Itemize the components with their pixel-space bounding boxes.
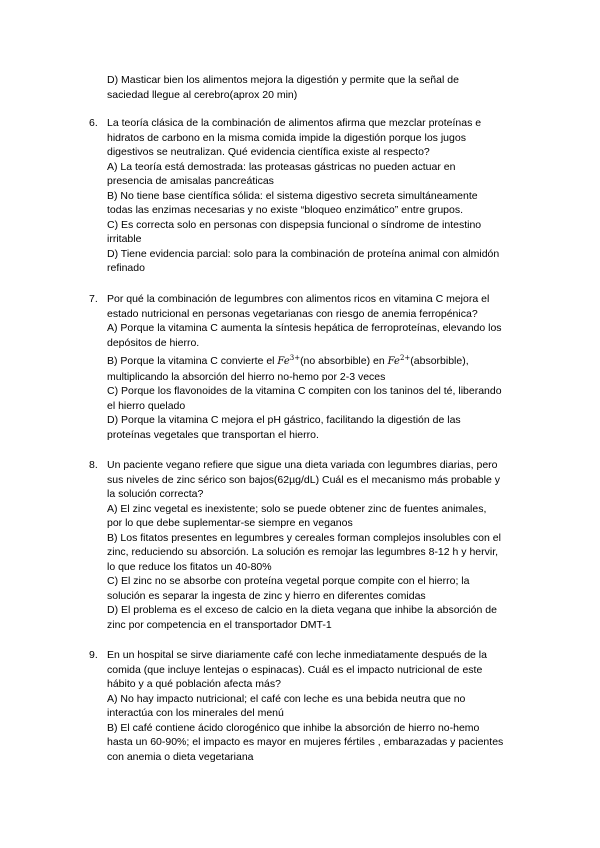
- text-line: En un hospital se sirve diariamente café con leche inmediatamente después de la: [107, 649, 487, 661]
- question-7-text: [107, 292, 527, 442]
- question-number: 8.: [89, 459, 98, 471]
- text-line: zinc por competencia en el transportador DMT-1: [107, 618, 332, 631]
- option-d: D) Tiene evidencia parcial: solo para la combinación de proteína animal con almidón: [107, 247, 500, 260]
- text-line: interactúa con los minerales del menú: [107, 707, 284, 719]
- option-b: B) Los fitatos presentes en legumbres y cereales forman complejos insolubles con el: [107, 531, 501, 544]
- option-c: C) Porque los flavonoides de la vitamina C compiten con los taninos del té, liberando: [107, 385, 502, 397]
- text-line: Un paciente vegano refiere que sigue una dieta variada con legumbres diarias, pero: [107, 459, 498, 471]
- text-line: hidratos de carbono en la misma comida impide la digestión porque los jugos: [107, 131, 466, 144]
- option-a: A) Porque la vitamina C aumenta la síntesis hepática de ferroproteínas, elevando los: [107, 322, 502, 334]
- text-line: hasta un 60-90%; el impacto es mayor en mujeres fértiles , embarazadas y pacientes: [107, 736, 504, 748]
- option-a: A) La teoría está demostrada: las proteasas gástricas no pueden actuar en: [107, 160, 456, 173]
- text-line: la solución correcta?: [107, 488, 204, 500]
- text-line: estado nutricional en personas vegetarianas con riesgo de anemia ferropénica?: [107, 307, 478, 320]
- ion-charge: 3+: [289, 354, 301, 362]
- text-run: (no absorbible) en: [300, 355, 388, 367]
- text-line: zinc, reduciendo su absorción. La solución es remojar las legumbres 8-12 h y hervir,: [107, 546, 499, 558]
- option-a: A) No hay impacto nutricional; el café con leche es una bebida neutra que no: [107, 692, 466, 705]
- text-line: refinado: [107, 262, 145, 274]
- text-line: todas las enzimas necesarias y no existe “bloqueo enzimático” entre grupos.: [107, 204, 464, 216]
- text-line: por lo que debe suplementar-se siempre en veganos: [107, 517, 353, 529]
- option-b: B) No tiene base científica sólida: el sistema digestivo secreta simultáneamente: [107, 189, 478, 202]
- text-line: Por qué la combinación de legumbres con alimentos ricos en vitamina C mejora el: [107, 293, 490, 305]
- text-run: (absorbible),: [410, 355, 469, 367]
- text-line: presencia de amisalas pancreáticas: [107, 175, 274, 187]
- text-line: proteínas vegetales que transportan el hierro.: [107, 428, 319, 441]
- text-run: B) Porque la vitamina C convierte el: [107, 355, 278, 367]
- text-line: con anemia o dieta vegetariana: [107, 750, 254, 763]
- text-line: digestivos se neutralizan. Qué evidencia científica existe al respecto?: [107, 146, 430, 158]
- question-8-text: [107, 458, 527, 632]
- q5-option-d: [107, 73, 527, 102]
- text-line: La teoría clásica de la combinación de alimentos afirma que mezclar proteínas e: [107, 117, 482, 129]
- option-a: A) El zinc vegetal es inexistente; solo se puede obtener zinc de fuentes animales,: [107, 502, 487, 515]
- text-line: hábito y a qué población afecta más?: [107, 678, 281, 690]
- question-number: 6.: [89, 117, 98, 129]
- text-line: sus niveles de zinc sérico son bajos(62µg/dL) Cuál es el mecanismo más probable y: [107, 473, 500, 486]
- iron-ion-formula: [388, 356, 411, 367]
- iron-symbol: Fe: [387, 356, 400, 367]
- question-number: 9.: [89, 649, 98, 661]
- ion-charge: 2+: [399, 354, 411, 362]
- text-line: lo que reduce los fitatos un 40-80%: [107, 560, 272, 573]
- text-line: comida (que incluye lentejas o espinacas). Cuál es el impacto nutricional de este: [107, 663, 483, 676]
- text-line: solución es separar la ingesta de zinc y hierro en diferentes comidas: [107, 589, 426, 602]
- option-d: D) El problema es el exceso de calcio en la dieta vegana que inhibe la absorción de: [107, 604, 497, 616]
- text-line: multiplicando la absorción del hierro no-hemo por 2-3 veces: [107, 370, 386, 383]
- question-9-text: [107, 648, 527, 764]
- option-d: D) Porque la vitamina C mejora el pH gástrico, facilitando la digestión de las: [107, 414, 461, 426]
- text-line: irritable: [107, 233, 142, 245]
- text-line: D) Masticar bien los alimentos mejora la digestión y permite que la señal de: [107, 74, 459, 86]
- question-6-text: [107, 116, 527, 276]
- text-line: saciedad llegue al cerebro(aprox 20 min): [107, 88, 298, 101]
- option-c: C) El zinc no se absorbe con proteína vegetal porque compite con el hierro; la: [107, 575, 470, 587]
- question-number: 7.: [89, 293, 98, 305]
- text-line: depósitos de hierro.: [107, 336, 200, 349]
- option-b: [107, 354, 527, 370]
- text-line: el hierro quelado: [107, 399, 186, 412]
- iron-ion-formula: [277, 356, 300, 367]
- iron-symbol: Fe: [277, 356, 290, 367]
- option-b: B) El café contiene ácido clorogénico que inhibe la absorción de hierro no-hemo: [107, 721, 480, 734]
- option-c: C) Es correcta solo en personas con dispepsia funcional o síndrome de intestino: [107, 218, 482, 231]
